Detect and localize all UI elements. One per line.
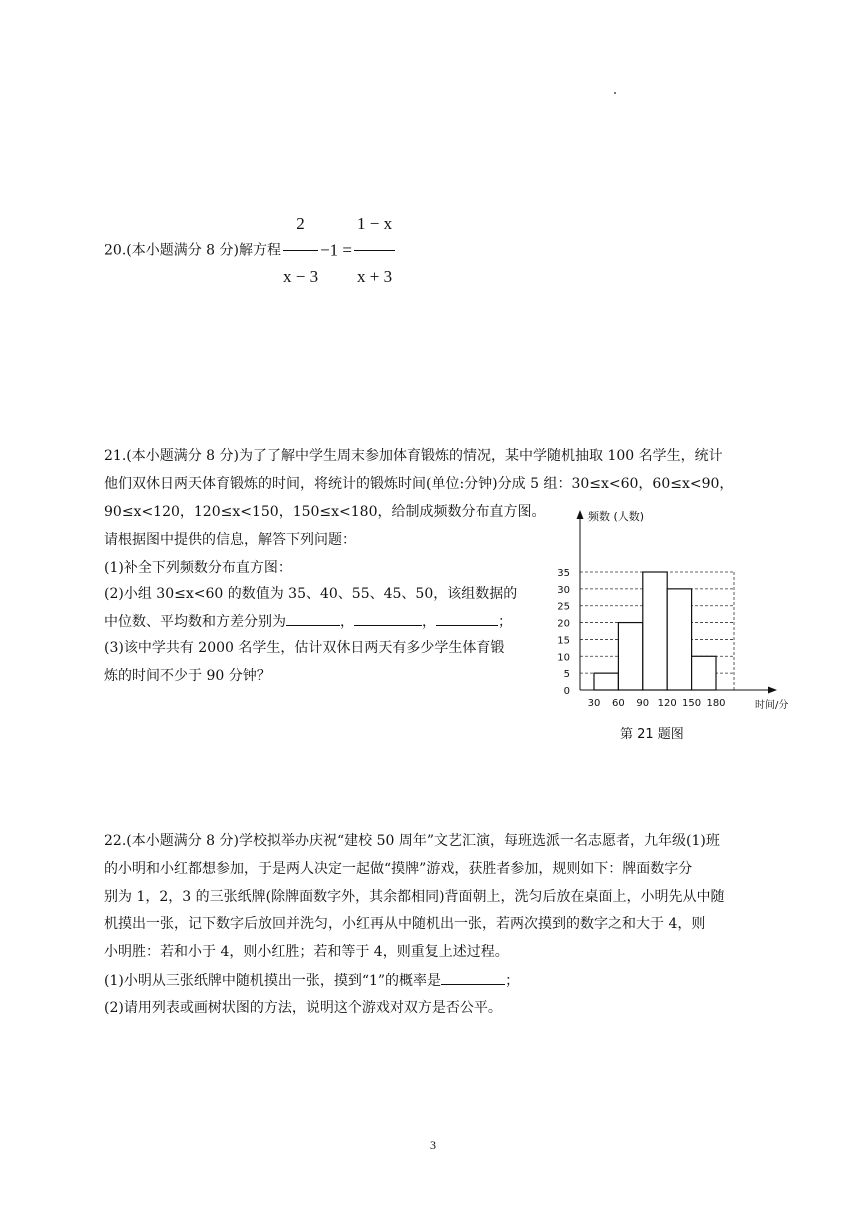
x-axis-arrow	[768, 687, 777, 694]
q20-prefix: 20.(本小题满分 8 分)解方程	[104, 242, 281, 259]
q21-line-7	[104, 611, 512, 632]
q21-line-1: 21.(本小题满分 8 分)为了了解中学生周末参加体育锻炼的情况，某中学随机抽取 100 名学生，统计	[104, 448, 723, 464]
q21-line-8: (3)该中学共有 2000 名学生，估计双休日两天有多少学生体育锻	[104, 640, 505, 656]
y-tick-label: 15	[557, 635, 570, 647]
q22-probability-prompt: (1)小明从三张纸牌中随机摸出一张，摸到“1”的概率是	[104, 973, 442, 989]
y-tick-label: 30	[557, 584, 570, 596]
mean-blank[interactable]	[354, 611, 422, 626]
q22-end-punct: ；	[505, 973, 520, 989]
y-axis-arrow	[577, 510, 584, 519]
q22-line-3: 别为 1，2，3 的三张纸牌(除牌面数字外，其余都相同)背面朝上，洗匀后放在桌面上，小明先从中随	[104, 889, 725, 905]
y-tick-label: 25	[557, 601, 570, 613]
histogram-bar	[594, 673, 618, 690]
variance-blank[interactable]	[436, 611, 498, 626]
x-axis-title: 时间/分	[755, 700, 789, 711]
histogram-bar	[667, 589, 691, 690]
y-axis-title: 频数 (人数)	[588, 510, 645, 523]
q21-line-2: 他们双休日两天体育锻炼的时间，将统计的锻炼时间(单位:分钟)分成 5 组：30≤x<60，60≤x<90，	[104, 476, 734, 492]
x-tick-label: 30	[587, 698, 601, 709]
y-tick-label: 0	[563, 686, 570, 697]
q22-line-2: 的小明和小红都想参加，于是两人决定一起做“摸牌”游戏，获胜者参加，规则如下：牌面数字分	[104, 861, 693, 877]
q20-frac1-numerator: 2	[283, 200, 318, 251]
q21-end-punct: ；	[498, 614, 512, 630]
q21-separator-2: ，	[422, 614, 436, 630]
q20-frac1-denominator: x − 3	[283, 267, 319, 286]
x-tick-label: 90	[636, 698, 650, 709]
q22-line-4: 机摸出一张，记下数字后放回并洗匀，小红再从中随机出一张，若两次摸到的数字之和大于 4，则	[104, 916, 706, 932]
x-tick-label: 120	[657, 698, 677, 709]
y-tick-label: 20	[557, 618, 570, 630]
q20-minus-one: −1 =	[320, 240, 353, 260]
q21-line-3: 90≤x<120，120≤x<150，150≤x<180，给制成频数分布直方图。	[104, 504, 546, 520]
scan-speck	[614, 92, 616, 94]
y-tick-label: 10	[557, 652, 570, 664]
histogram-bars	[594, 572, 716, 690]
x-tick-label: 60	[612, 698, 625, 709]
probability-blank[interactable]	[441, 970, 505, 985]
x-tick-label: 180	[706, 698, 726, 709]
q20-frac2-denominator: x + 3	[357, 267, 393, 286]
q21-answer-prompt: 中位数、平均数和方差分别为	[104, 614, 286, 630]
q21-line-9: 炼的时间不少于 90 分钟？	[104, 668, 271, 684]
x-tick-label: 150	[682, 698, 702, 709]
q22-line-5: 小明胜：若和小于 4，则小红胜；若和等于 4，则重复上述过程。	[104, 944, 509, 960]
q20-fraction-1	[283, 200, 318, 301]
q21-separator-1: ，	[340, 614, 354, 630]
histogram-bar	[618, 623, 642, 690]
y-tick-label: 35	[557, 568, 570, 579]
q20-line	[104, 200, 397, 301]
frequency-histogram	[548, 502, 808, 714]
histogram-bar	[692, 656, 716, 690]
q21-line-5: (1)补全下列频数分布直方图：	[104, 560, 292, 576]
median-blank[interactable]	[286, 611, 340, 626]
q22-line-6	[104, 970, 519, 991]
q20-fraction-2	[354, 200, 395, 301]
q20-frac2-numerator: 1 − x	[354, 200, 395, 251]
q22-line-1: 22.(本小题满分 8 分)学校拟举办庆祝“建校 50 周年”文艺汇演，每班选派一名志愿者，九年级(1)班	[104, 833, 720, 849]
y-tick-label: 5	[563, 669, 570, 681]
page-number: 3	[430, 1138, 436, 1152]
q22-line-7: (2)请用列表或画树状图的方法，说明这个游戏对双方是否公平。	[104, 1000, 502, 1016]
histogram-bar	[643, 572, 667, 690]
q21-line-4: 请根据图中提供的信息，解答下列问题：	[104, 532, 356, 548]
q21-line-6: (2)小组 30≤x<60 的数值为 35、40、55、45、50，该组数据的	[104, 586, 518, 602]
chart-caption: 第 21 题图	[620, 727, 684, 742]
